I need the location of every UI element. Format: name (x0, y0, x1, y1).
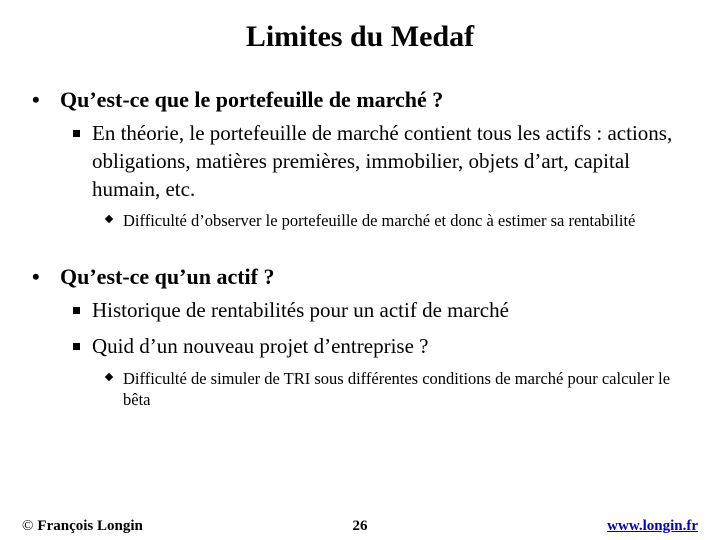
bullet-level2-returns-history (92, 296, 692, 324)
copyright-icon: © (22, 518, 34, 534)
bullet-level2-new-project (92, 332, 692, 360)
square-bullet-icon (73, 130, 80, 137)
page-number: 26 (352, 518, 368, 534)
bullet-level2-text: En théorie, le portefeuille de marché contient tous les actifs : actions, obligations, matières premières, immobilier, objets d’art, capital humain, etc. (92, 121, 673, 201)
bullet-level3-text: Difficulté de simuler de TRI sous différentes conditions de marché pour calculer le bêta (123, 369, 671, 409)
square-bullet-icon (73, 307, 80, 314)
slide-title: Limites du Medaf (245, 20, 475, 53)
square-bullet-icon (73, 343, 80, 350)
bullet-level2-theory (92, 119, 692, 203)
bullet-level1-text: Qu’est-ce que le portefeuille de marché ? (60, 87, 444, 112)
bullet-level3-simulation-difficulty (123, 368, 693, 410)
bullet-level1-asset-definition (32, 263, 275, 291)
diamond-bullet-icon (105, 373, 113, 381)
footer-author-name: François Longin (37, 518, 143, 534)
round-bullet-icon: • (32, 264, 40, 289)
bullet-level1-text: Qu’est-ce qu’un actif ? (60, 264, 275, 289)
bullet-level1-market-portfolio (32, 86, 444, 114)
bullet-level2-text: Quid d’un nouveau projet d’entreprise ? (92, 334, 429, 358)
diamond-bullet-icon (105, 215, 113, 223)
bullet-level3-text: Difficulté d’observer le portefeuille de marché et donc à estimer sa rentabilité (123, 211, 636, 230)
bullet-level2-text: Historique de rentabilités pour un actif de marché (92, 298, 509, 322)
bullet-level3-observation-difficulty (123, 210, 693, 231)
website-link[interactable]: www.longin.fr (607, 518, 698, 534)
round-bullet-icon: • (32, 87, 40, 112)
